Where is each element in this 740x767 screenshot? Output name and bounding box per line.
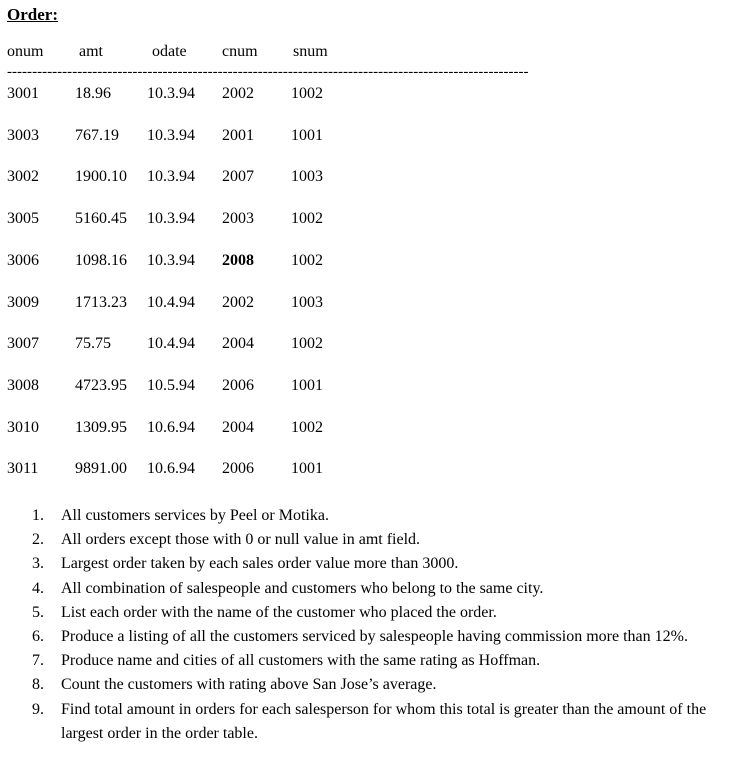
question-item bbox=[0, 577, 740, 601]
cell-amt: 1098.16 bbox=[75, 251, 127, 269]
cell-odate: 10.5.94 bbox=[147, 376, 195, 394]
question-list bbox=[0, 504, 740, 746]
cell-cnum: 2007 bbox=[222, 168, 254, 186]
question-item bbox=[0, 625, 740, 649]
question-number: 6. bbox=[32, 628, 44, 646]
cell-snum: 1002 bbox=[291, 335, 323, 353]
cell-onum: 3005 bbox=[7, 210, 39, 228]
cell-snum: 1003 bbox=[291, 168, 323, 186]
cell-onum: 3002 bbox=[7, 168, 39, 186]
question-item bbox=[0, 528, 740, 552]
question-text: Largest order taken by each sales order value more than 3000. bbox=[61, 555, 459, 573]
cell-cnum: 2001 bbox=[222, 126, 254, 144]
question-number: 2. bbox=[32, 531, 44, 549]
cell-snum: 1002 bbox=[291, 251, 323, 269]
cell-amt: 18.96 bbox=[75, 85, 111, 102]
cell-amt: 75.75 bbox=[75, 335, 111, 353]
cell-cnum: 2004 bbox=[222, 418, 254, 436]
cell-snum: 1001 bbox=[291, 126, 323, 144]
question-number: 5. bbox=[32, 603, 44, 621]
cell-amt: 1713.23 bbox=[75, 293, 127, 311]
question-number: 9. bbox=[32, 700, 44, 718]
cell-odate: 10.3.94 bbox=[147, 251, 195, 269]
question-item bbox=[0, 552, 740, 576]
question-number: 3. bbox=[32, 555, 44, 573]
cell-snum: 1001 bbox=[291, 460, 323, 478]
cell-onum: 3010 bbox=[7, 418, 39, 436]
cell-onum: 3008 bbox=[7, 376, 39, 394]
question-number: 1. bbox=[32, 507, 44, 524]
cell-amt: 1309.95 bbox=[75, 418, 127, 436]
cell-odate: 10.3.94 bbox=[147, 85, 195, 102]
cell-onum: 3011 bbox=[7, 460, 39, 478]
column-header-cnum: cnum bbox=[222, 43, 258, 60]
cell-amt: 1900.10 bbox=[75, 168, 127, 186]
page-title: Order: bbox=[7, 5, 58, 24]
question-item bbox=[0, 698, 740, 746]
question-text: All orders except those with 0 or null value in amt field. bbox=[61, 531, 421, 549]
cell-cnum: 2003 bbox=[222, 210, 254, 228]
question-text: Find total amount in orders for each salesperson for whom this total is greater than the amount of the largest order in the order table. bbox=[61, 700, 707, 742]
column-header-odate: odate bbox=[152, 43, 187, 60]
question-text: List each order with the name of the customer who placed the order. bbox=[61, 603, 497, 621]
column-header-snum: snum bbox=[293, 43, 328, 60]
header-divider: -------------------------------------------------------------------------------------------------------- bbox=[7, 64, 529, 80]
question-number: 7. bbox=[32, 652, 44, 670]
cell-cnum: 2006 bbox=[222, 460, 254, 478]
question-text: All customers services by Peel or Motika. bbox=[61, 507, 329, 524]
cell-onum: 3006 bbox=[7, 251, 39, 269]
cell-odate: 10.6.94 bbox=[147, 418, 195, 436]
cell-snum: 1003 bbox=[291, 293, 323, 311]
cell-amt: 767.19 bbox=[75, 126, 119, 144]
question-item bbox=[0, 601, 740, 625]
cell-snum: 1002 bbox=[291, 85, 323, 102]
column-header-amt: amt bbox=[79, 43, 103, 60]
cell-amt: 5160.45 bbox=[75, 210, 127, 228]
cell-odate: 10.3.94 bbox=[147, 126, 195, 144]
cell-amt: 4723.95 bbox=[75, 376, 127, 394]
cell-snum: 1002 bbox=[291, 418, 323, 436]
cell-odate: 10.3.94 bbox=[147, 210, 195, 228]
cell-odate: 10.6.94 bbox=[147, 460, 195, 478]
cell-cnum: 2004 bbox=[222, 335, 254, 353]
cell-onum: 3007 bbox=[7, 335, 39, 353]
cell-snum: 1002 bbox=[291, 210, 323, 228]
question-number: 4. bbox=[32, 579, 44, 597]
question-item bbox=[0, 673, 740, 697]
cell-cnum: 2008 bbox=[222, 251, 254, 269]
cell-cnum: 2002 bbox=[222, 293, 254, 311]
column-header-onum: onum bbox=[7, 43, 44, 60]
cell-cnum: 2006 bbox=[222, 376, 254, 394]
cell-onum: 3009 bbox=[7, 293, 39, 311]
cell-odate: 10.4.94 bbox=[147, 293, 195, 311]
cell-odate: 10.4.94 bbox=[147, 335, 195, 353]
question-number: 8. bbox=[32, 676, 44, 694]
cell-cnum: 2002 bbox=[222, 85, 254, 102]
cell-snum: 1001 bbox=[291, 376, 323, 394]
question-text: Produce name and cities of all customers with the same rating as Hoffman. bbox=[61, 652, 541, 670]
question-text: Produce a listing of all the customers serviced by salespeople having commission more than 12%. bbox=[61, 628, 688, 646]
cell-odate: 10.3.94 bbox=[147, 168, 195, 186]
question-text: Count the customers with rating above San Jose’s average. bbox=[61, 676, 437, 694]
cell-onum: 3003 bbox=[7, 126, 39, 144]
question-item bbox=[0, 504, 740, 528]
question-item bbox=[0, 649, 740, 673]
cell-amt: 9891.00 bbox=[75, 460, 127, 478]
question-text: All combination of salespeople and customers who belong to the same city. bbox=[61, 579, 544, 597]
cell-onum: 3001 bbox=[7, 85, 39, 102]
